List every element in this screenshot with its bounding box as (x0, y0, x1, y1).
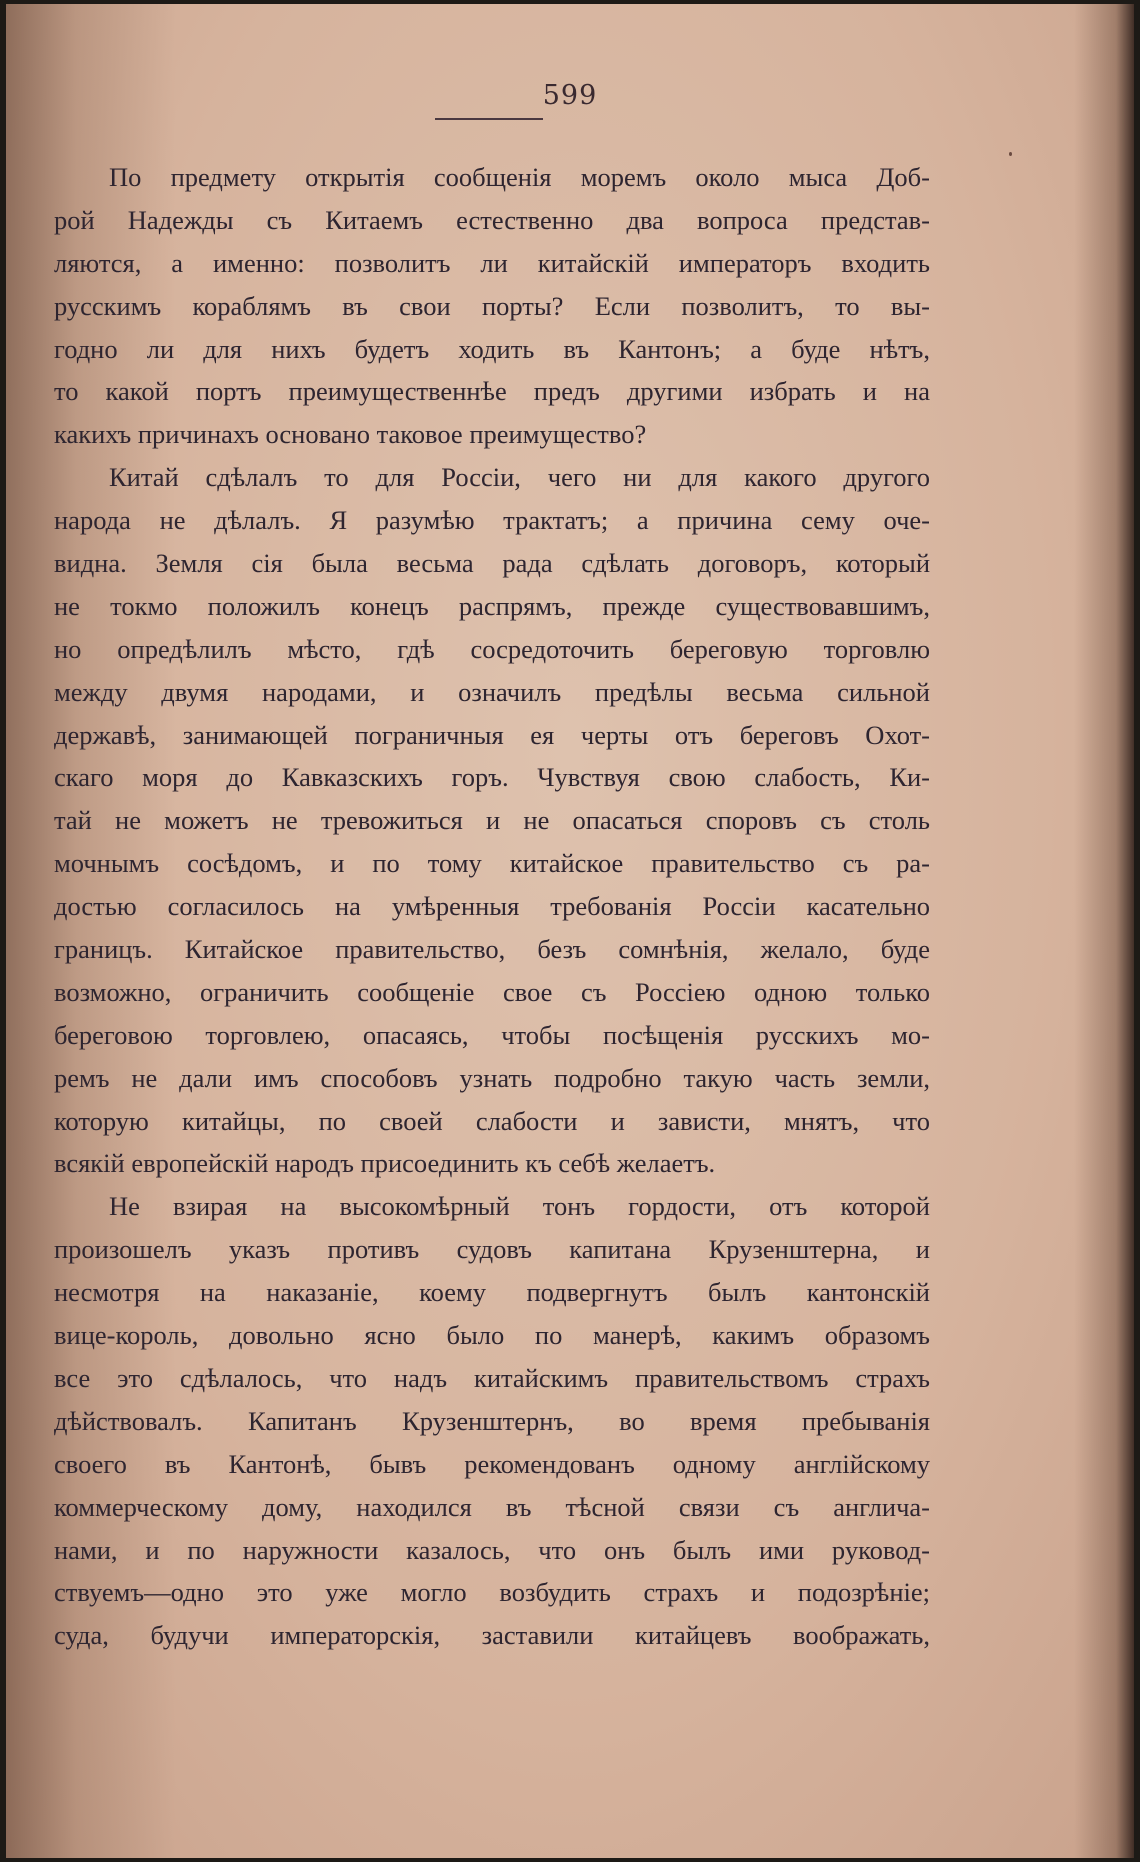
text-line: рой Надежды съ Китаемъ естественно два вопроса представ- (54, 204, 930, 235)
text-line: возможно, ограничить сообщеніе свое съ Россіею одною только (54, 976, 930, 1007)
text-line: нами, и по наружности казалось, что онъ былъ ими руковод- (54, 1534, 930, 1565)
page-number: 599 (542, 80, 598, 111)
text-line: все это сдѣлалось, что надъ китайскимъ правительствомъ страхъ (54, 1362, 930, 1393)
text-line: какихъ причинахъ основано таковое преимущество? (54, 419, 647, 450)
text-line: ремъ не дали имъ способовъ узнать подробно такую часть земли, (54, 1062, 930, 1093)
text-line: границъ. Китайское правительство, безъ сомнѣнія, желало, буде (54, 934, 930, 965)
text-line: достью согласилось на умѣренныя требованія Россіи касательно (54, 891, 930, 922)
text-line: но опредѣлилъ мѣсто, гдѣ сосредоточить береговую торговлю (54, 633, 930, 664)
text-line: ствуемъ—одно это уже могло возбудить страхъ и подозрѣніе; (54, 1577, 930, 1608)
text-line: своего въ Кантонѣ, бывъ рекомендованъ одному англійскому (54, 1448, 930, 1479)
text-line: то какой портъ преимущественнѣе предъ другими избрать и на (54, 376, 930, 407)
text-line: которую китайцы, по своей слабости и зависти, мнятъ, что (54, 1105, 930, 1136)
text-line: мочнымъ сосѣдомъ, и по тому китайское правительство съ ра- (54, 848, 930, 879)
text-line: дѣйствовалъ. Капитанъ Крузенштернъ, во время пребыванія (54, 1405, 930, 1436)
text-line: несмотря на наказаніе, коему подвергнутъ былъ кантонскій (54, 1277, 930, 1308)
text-line: державѣ, занимающей пограничныя ея черты отъ береговъ Охот- (54, 719, 930, 750)
text-line: русскимъ кораблямъ въ свои порты? Если позволитъ, то вы- (54, 290, 930, 321)
page-number-rule (435, 118, 543, 120)
text-line: береговою торговлею, опасаясь, чтобы посѣщенія русскихъ мо- (54, 1019, 930, 1050)
text-line: ляются, а именно: позволитъ ли китайскій императоръ входить (54, 247, 930, 278)
text-line: коммерческому дому, находился въ тѣсной связи съ англича- (54, 1491, 930, 1522)
text-line: годно ли для нихъ будетъ ходить въ Кантонъ; а буде нѣтъ, (54, 333, 930, 364)
text-line: между двумя народами, и означилъ предѣлы весьма сильной (54, 676, 930, 707)
text-line: всякій европейскій народъ присоединить къ себѣ желаетъ. (54, 1148, 716, 1179)
text-line: тай не можетъ не тревожиться и не опасаться споровъ съ столь (54, 805, 930, 836)
paper-speck (1009, 152, 1012, 156)
text-line: видна. Земля сія была весьма рада сдѣлать договоръ, который (54, 548, 930, 579)
text-line: не токмо положилъ конецъ распрямъ, прежде существовавшимъ, (54, 590, 930, 621)
text-line: народа не дѣлалъ. Я разумѣю трактатъ; а причина сему оче- (54, 505, 930, 536)
text-line: Китай сдѣлалъ то для Россіи, чего ни для какого другого (109, 462, 930, 493)
book-page (6, 4, 1134, 1858)
text-line: Не взирая на высокомѣрный тонъ гордости, отъ которой (109, 1191, 930, 1222)
text-line: произошелъ указъ противъ судовъ капитана Крузенштерна, и (54, 1234, 930, 1265)
text-line: суда, будучи императорскія, заставили китайцевъ воображать, (54, 1620, 930, 1651)
body-text (54, 156, 930, 1657)
text-line: вице-король, довольно ясно было по манерѣ, какимъ образомъ (54, 1320, 930, 1351)
text-line: По предмету открытія сообщенія моремъ около мыса Доб- (109, 162, 930, 192)
text-line: скаго моря до Кавказскихъ горъ. Чувствуя свою слабость, Ки- (54, 762, 930, 793)
